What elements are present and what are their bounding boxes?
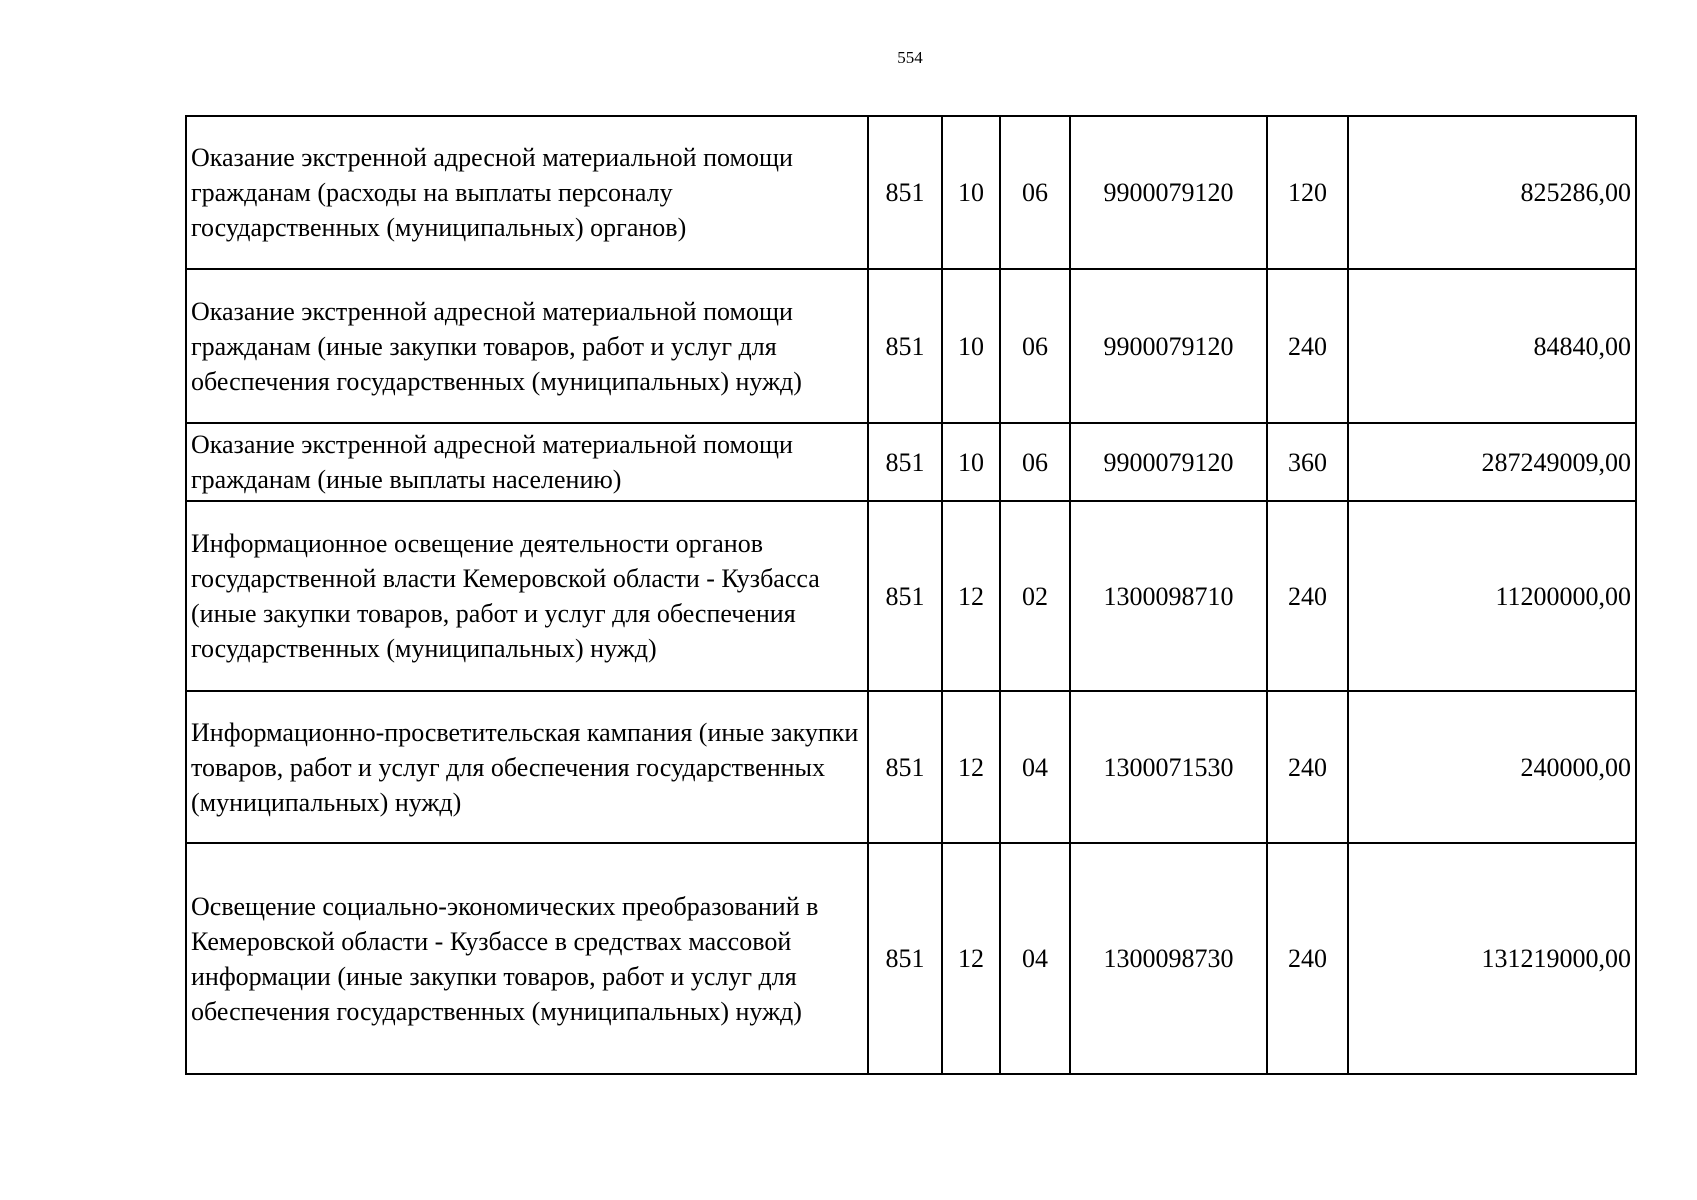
section-code: 10 <box>942 423 1000 501</box>
row-description: Информационное освещение деятельности органов государственной власти Кемеровской области - Кузбасса (иные закупки товаров, работ и услуг для обеспечения государственных (муниципальных) нужд) <box>186 501 868 691</box>
amount: 287249009,00 <box>1348 423 1636 501</box>
expense-type-code: 240 <box>1267 269 1348 423</box>
ministry-code: 851 <box>868 116 942 269</box>
ministry-code: 851 <box>868 423 942 501</box>
table-row <box>186 423 1636 501</box>
page-number: 554 <box>897 48 923 67</box>
table-row <box>186 691 1636 843</box>
row-description: Оказание экстренной адресной материальной помощи гражданам (иные выплаты населению) <box>186 423 868 501</box>
section-code: 10 <box>942 116 1000 269</box>
ministry-code: 851 <box>868 269 942 423</box>
target-article-code: 1300098730 <box>1070 843 1267 1074</box>
expense-type-code: 120 <box>1267 116 1348 269</box>
subsection-code: 06 <box>1000 269 1070 423</box>
table-row <box>186 501 1636 691</box>
ministry-code: 851 <box>868 501 942 691</box>
expense-type-code: 240 <box>1267 691 1348 843</box>
budget-table <box>185 115 1637 1075</box>
amount: 825286,00 <box>1348 116 1636 269</box>
section-code: 12 <box>942 691 1000 843</box>
ministry-code: 851 <box>868 691 942 843</box>
section-code: 10 <box>942 269 1000 423</box>
amount: 11200000,00 <box>1348 501 1636 691</box>
amount: 84840,00 <box>1348 269 1636 423</box>
subsection-code: 04 <box>1000 843 1070 1074</box>
ministry-code: 851 <box>868 843 942 1074</box>
expense-type-code: 240 <box>1267 843 1348 1074</box>
subsection-code: 04 <box>1000 691 1070 843</box>
subsection-code: 06 <box>1000 423 1070 501</box>
target-article-code: 9900079120 <box>1070 269 1267 423</box>
row-description: Оказание экстренной адресной материальной помощи гражданам (иные закупки товаров, работ и услуг для обеспечения государственных (муниципальных) нужд) <box>186 269 868 423</box>
section-code: 12 <box>942 501 1000 691</box>
target-article-code: 9900079120 <box>1070 116 1267 269</box>
table-row <box>186 116 1636 269</box>
row-description: Оказание экстренной адресной материальной помощи гражданам (расходы на выплаты персоналу государственных (муниципальных) органов) <box>186 116 868 269</box>
subsection-code: 06 <box>1000 116 1070 269</box>
table-row <box>186 843 1636 1074</box>
row-description: Информационно-просветительская кампания (иные закупки товаров, работ и услуг для обеспечения государственных (муниципальных) нужд) <box>186 691 868 843</box>
amount: 240000,00 <box>1348 691 1636 843</box>
section-code: 12 <box>942 843 1000 1074</box>
target-article-code: 1300071530 <box>1070 691 1267 843</box>
target-article-code: 1300098710 <box>1070 501 1267 691</box>
row-description: Освещение социально-экономических преобразований в Кемеровской области - Кузбассе в средствах массовой информации (иные закупки товаров, работ и услуг для обеспечения государственных (муниципальных) нужд) <box>186 843 868 1074</box>
target-article-code: 9900079120 <box>1070 423 1267 501</box>
expense-type-code: 360 <box>1267 423 1348 501</box>
subsection-code: 02 <box>1000 501 1070 691</box>
table-row <box>186 269 1636 423</box>
expense-type-code: 240 <box>1267 501 1348 691</box>
amount: 131219000,00 <box>1348 843 1636 1074</box>
